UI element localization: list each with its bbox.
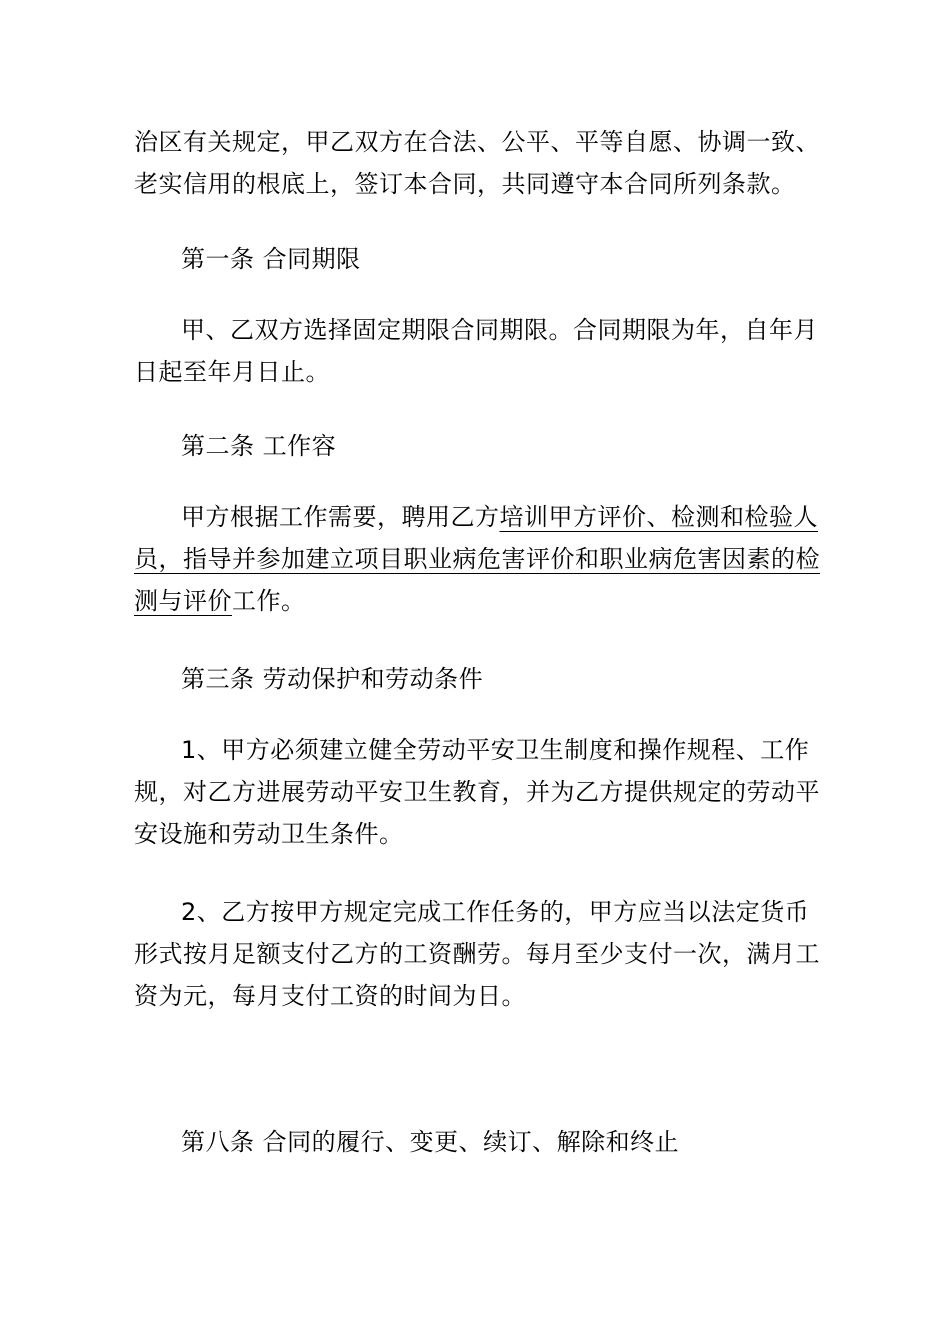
text-line <box>134 580 814 622</box>
article-1-body <box>134 309 818 393</box>
text-line: 2、乙方按甲方规定完成工作任务的，甲方应当以法定货币 <box>181 898 810 926</box>
article-3-heading <box>134 658 861 700</box>
text-line: 老实信用的根底上，签订本合同，共同遵守本合同所列条款。 <box>134 170 796 198</box>
heading-text: 第二条 工作容 <box>181 432 337 460</box>
text-line: 形式按月足额支付乙方的工资酬劳。每月至少支付一次，满月工 <box>134 940 820 968</box>
article-2-body <box>134 496 820 622</box>
text-line: 资为元，每月支付工资的时间为日。 <box>134 982 526 1010</box>
text-line <box>134 538 820 580</box>
plain-text: 甲方根据工作需要，聘用乙方 <box>181 503 500 531</box>
heading-text: 第三条 劳动保护和劳动条件 <box>181 665 484 693</box>
article-3-item-2 <box>134 891 820 1017</box>
text-line: 日起至年月日止。 <box>134 358 330 386</box>
text-line: 甲、乙双方选择固定期限合同期限。合同期限为年，自年月 <box>181 316 818 344</box>
heading-text: 第八条 合同的履行、变更、续订、解除和终止 <box>181 1128 680 1156</box>
text-line: 规，对乙方进展劳动平安卫生教育，并为乙方提供规定的劳动平 <box>134 778 820 806</box>
article-8-heading <box>134 1121 861 1163</box>
text-line: 1、甲方必须建立健全劳动平安卫生制度和操作规程、工作 <box>181 736 810 764</box>
underlined-text: 测与评价 <box>134 587 232 615</box>
article-2-heading <box>134 425 861 467</box>
heading-text: 第一条 合同期限 <box>181 245 361 273</box>
article-1-heading <box>134 238 861 280</box>
underlined-text: 员，指导并参加建立项目职业病危害评价和职业病危害因素的检 <box>134 545 820 573</box>
text-line <box>134 496 818 538</box>
article-3-item-1 <box>134 729 820 855</box>
plain-text: 工作。 <box>232 587 306 615</box>
text-line: 治区有关规定，甲乙双方在合法、公平、平等自愿、协调一致、 <box>134 128 820 156</box>
intro-paragraph <box>134 121 820 205</box>
underlined-text: 培训甲方评价、检测和检验人 <box>499 503 818 531</box>
text-line: 安设施和劳动卫生条件。 <box>134 820 404 848</box>
